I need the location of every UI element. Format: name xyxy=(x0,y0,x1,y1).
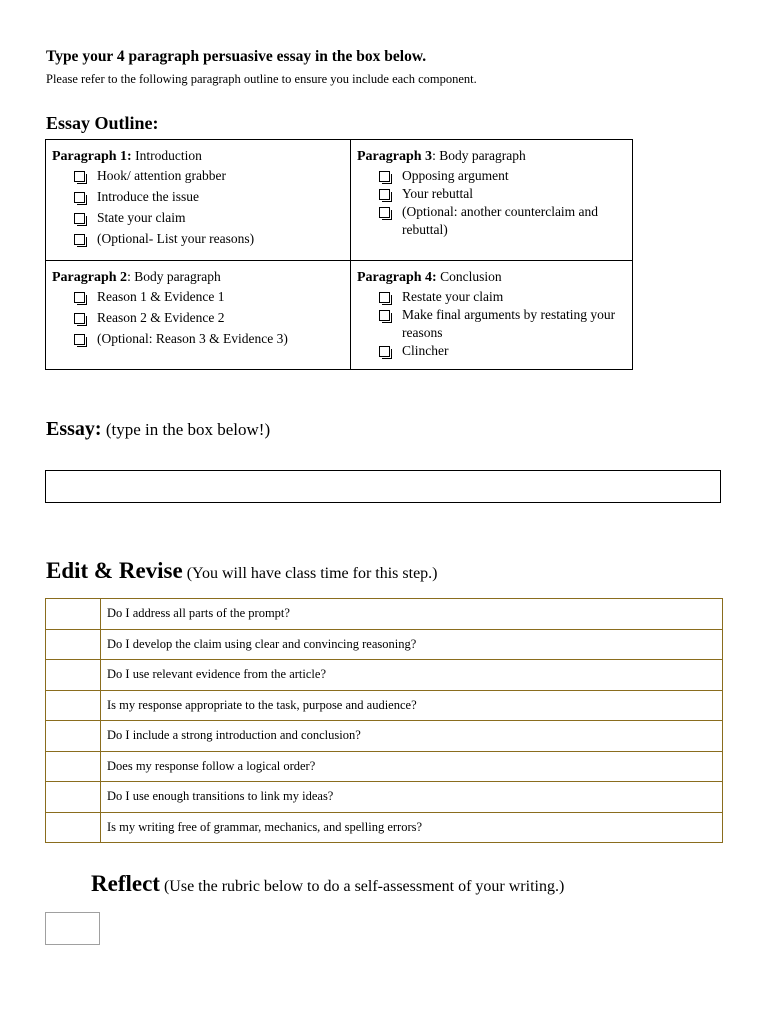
question-cell: Do I develop the claim using clear and convincing reasoning? xyxy=(101,629,723,660)
essay-text-box[interactable] xyxy=(45,470,721,503)
essay-heading xyxy=(46,418,270,441)
list-item[interactable] xyxy=(74,330,344,348)
rubric-image-placeholder xyxy=(45,912,100,945)
edit-revise-heading xyxy=(46,558,438,584)
edit-revise-note: (You will have class time for this step.) xyxy=(182,565,438,582)
item-label: (Optional: another counterclaim and rebuttal) xyxy=(402,204,599,237)
paragraph-label: Paragraph 3 xyxy=(357,149,433,164)
list-item[interactable] xyxy=(379,185,626,203)
question-cell: Do I include a strong introduction and conclusion? xyxy=(101,721,723,752)
table-row xyxy=(46,660,723,691)
checkbox-icon[interactable] xyxy=(74,234,85,245)
table-row xyxy=(46,782,723,813)
list-item[interactable] xyxy=(74,230,344,248)
reflect-note: (Use the rubric below to do a self-assessment of your writing.) xyxy=(159,878,565,895)
item-label: (Optional- List your reasons) xyxy=(97,231,255,246)
checkbox-icon[interactable] xyxy=(379,346,390,357)
check-cell[interactable] xyxy=(46,721,101,752)
list-item[interactable] xyxy=(74,309,344,327)
table-row xyxy=(46,629,723,660)
check-cell[interactable] xyxy=(46,812,101,843)
table-row xyxy=(46,721,723,752)
reflect-title: Reflect xyxy=(91,871,160,896)
item-label: Restate your claim xyxy=(402,289,504,305)
checkbox-icon[interactable] xyxy=(379,310,390,321)
table-row xyxy=(46,751,723,782)
checkbox-icon[interactable] xyxy=(74,313,85,324)
list-item[interactable] xyxy=(379,306,626,342)
outline-cell-paragraph-1 xyxy=(46,140,351,261)
list-item[interactable] xyxy=(74,167,344,185)
list-item[interactable] xyxy=(379,203,626,239)
outline-cell-paragraph-3 xyxy=(351,140,633,261)
paragraph-name: : Body paragraph xyxy=(127,269,221,285)
revise-checklist-table xyxy=(45,598,723,843)
table-row xyxy=(46,690,723,721)
checkbox-icon[interactable] xyxy=(74,334,85,345)
item-label: Reason 1 & Evidence 1 xyxy=(97,289,225,305)
checkbox-icon[interactable] xyxy=(74,213,85,224)
item-label: Clincher xyxy=(402,343,449,359)
checkbox-icon[interactable] xyxy=(379,207,390,218)
table-row xyxy=(46,812,723,843)
paragraph-label: Paragraph 4: xyxy=(357,270,437,286)
table-row xyxy=(46,599,723,630)
item-label: Reason 2 & Evidence 2 xyxy=(97,310,225,326)
outline-table xyxy=(45,139,633,370)
check-cell[interactable] xyxy=(46,599,101,630)
list-item[interactable] xyxy=(379,342,626,360)
item-label: State your claim xyxy=(97,210,186,225)
item-label: Your rebuttal xyxy=(402,186,474,201)
essay-title: Essay: xyxy=(46,418,102,440)
checkbox-icon[interactable] xyxy=(74,171,85,182)
question-cell: Do I address all parts of the prompt? xyxy=(101,599,723,630)
page-subtitle: Please refer to the following paragraph outline to ensure you include each component. xyxy=(46,72,477,86)
item-label: Hook/ attention grabber xyxy=(97,168,226,183)
paragraph-name: Introduction xyxy=(131,148,202,163)
list-item[interactable] xyxy=(74,209,344,227)
page-title: Type your 4 paragraph persuasive essay in the box below. xyxy=(46,48,427,65)
question-cell: Does my response follow a logical order? xyxy=(101,751,723,782)
item-label: Opposing argument xyxy=(402,168,509,183)
check-cell[interactable] xyxy=(46,660,101,691)
checkbox-icon[interactable] xyxy=(379,292,390,303)
list-item[interactable] xyxy=(379,288,626,306)
outline-title: Essay Outline: xyxy=(46,113,159,133)
paragraph-name: Conclusion xyxy=(436,269,502,285)
item-label: Introduce the issue xyxy=(97,189,199,204)
item-label: (Optional: Reason 3 & Evidence 3) xyxy=(97,331,288,347)
check-cell[interactable] xyxy=(46,629,101,660)
checkbox-icon[interactable] xyxy=(379,189,390,200)
question-cell: Do I use relevant evidence from the article? xyxy=(101,660,723,691)
check-cell[interactable] xyxy=(46,751,101,782)
checkbox-icon[interactable] xyxy=(74,292,85,303)
paragraph-label: Paragraph 2 xyxy=(52,270,128,286)
item-label: Make final arguments by restating your reasons xyxy=(402,307,616,341)
check-cell[interactable] xyxy=(46,690,101,721)
question-cell: Is my response appropriate to the task, purpose and audience? xyxy=(101,690,723,721)
essay-note: (type in the box below!) xyxy=(101,420,271,439)
paragraph-name: : Body paragraph xyxy=(432,148,526,163)
edit-revise-title: Edit & Revise xyxy=(46,558,183,583)
question-cell: Do I use enough transitions to link my ideas? xyxy=(101,782,723,813)
checkbox-icon[interactable] xyxy=(74,192,85,203)
checkbox-icon[interactable] xyxy=(379,171,390,182)
list-item[interactable] xyxy=(74,188,344,206)
list-item[interactable] xyxy=(74,288,344,306)
reflect-heading xyxy=(91,871,564,897)
paragraph-label: Paragraph 1: xyxy=(52,149,132,164)
check-cell[interactable] xyxy=(46,782,101,813)
outline-cell-paragraph-2 xyxy=(46,261,351,370)
list-item[interactable] xyxy=(379,167,626,185)
outline-cell-paragraph-4 xyxy=(351,261,633,370)
question-cell: Is my writing free of grammar, mechanics, and spelling errors? xyxy=(101,812,723,843)
